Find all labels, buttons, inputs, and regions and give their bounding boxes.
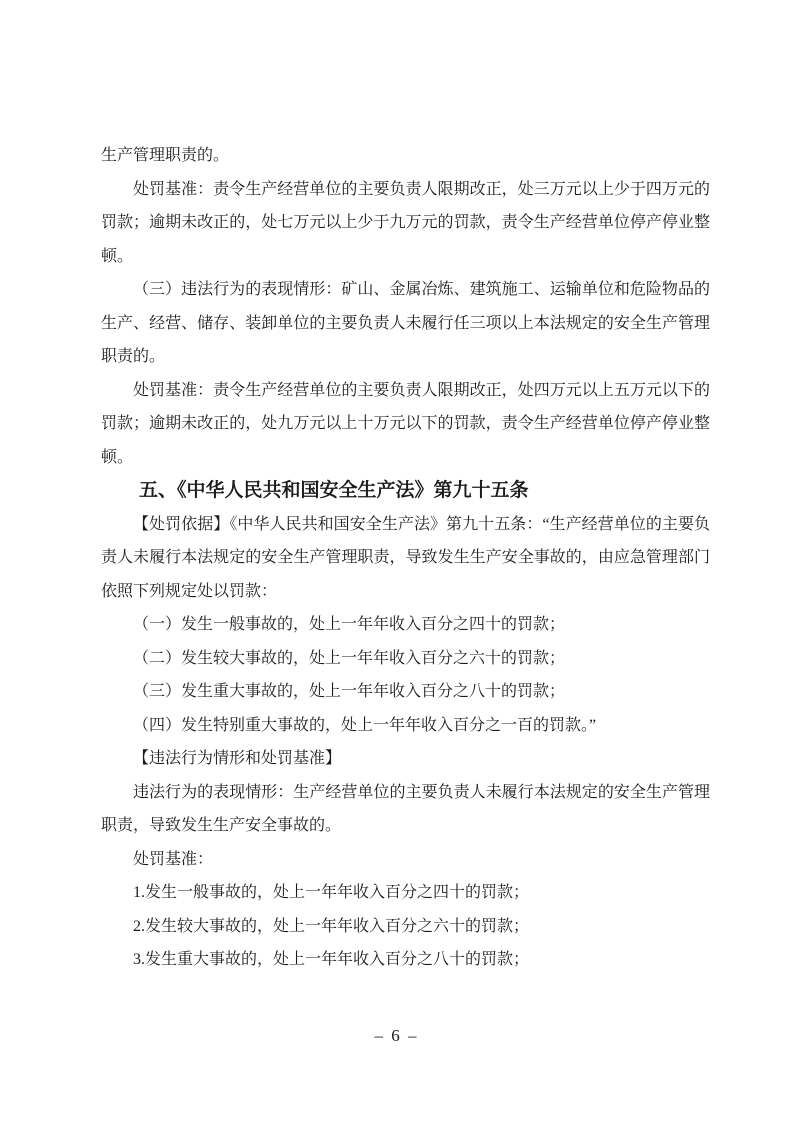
paragraph: 生产管理职责的。: [101, 147, 230, 164]
section-heading: 五、《中华人民共和国安全生产法》第九十五条: [139, 480, 529, 501]
paragraph: 3.发生重大事故的，处上一年年收入百分之八十的罚款；: [133, 951, 530, 968]
paragraph: （三）违法行为的表现情形：矿山、金属冶炼、建筑施工、运输单位和危险物品的生产、经营、储存、装卸单位的主要负责人未履行任三项以上本法规定的安全生产管理职责的。: [101, 281, 710, 365]
paragraph: 2.发生较大事故的，处上一年年收入百分之六十的罚款；: [133, 917, 530, 935]
paragraph: 【违法行为情形和处罚基准】: [133, 750, 342, 767]
paragraph: （三）发生重大事故的，处上一年年收入百分之八十的罚款；: [133, 683, 566, 700]
paragraph: 处罚基准：: [133, 850, 214, 868]
paragraph: 1.发生一般事故的，处上一年年收入百分之四十的罚款；: [133, 884, 530, 901]
paragraph: （一）发生一般事故的，处上一年年收入百分之四十的罚款；: [133, 616, 566, 633]
document-body: [101, 139, 710, 977]
page-number: – 6 –: [374, 1026, 419, 1045]
paragraph: （四）发生特别重大事故的，处上一年年收入百分之一百的罚款。”: [133, 716, 597, 734]
paragraph: （二）发生较大事故的，处上一年年收入百分之六十的罚款；: [133, 649, 566, 667]
paragraph: 处罚基准：责令生产经营单位的主要负责人限期改正，处四万元以上五万元以下的罚款；逾期未改正的，处九万元以上十万元以下的罚款，责令生产经营单位停产停业整顿。: [101, 381, 710, 466]
paragraph: 处罚基准：责令生产经营单位的主要负责人限期改正，处三万元以上少于四万元的罚款；逾期未改正的，处七万元以上少于九万元的罚款，责令生产经营单位停产停业整顿。: [101, 180, 710, 265]
paragraph: 违法行为的表现情形：生产经营单位的主要负责人未履行本法规定的安全生产管理职责，导致发生生产安全事故的。: [101, 783, 710, 834]
paragraph: 【处罚依据】《中华人民共和国安全生产法》第九十五条：“生产经营单位的主要负责人未履行本法规定的安全生产管理职责，导致发生生产安全事故的，由应急管理部门依照下列规定处以罚款：: [101, 515, 710, 600]
